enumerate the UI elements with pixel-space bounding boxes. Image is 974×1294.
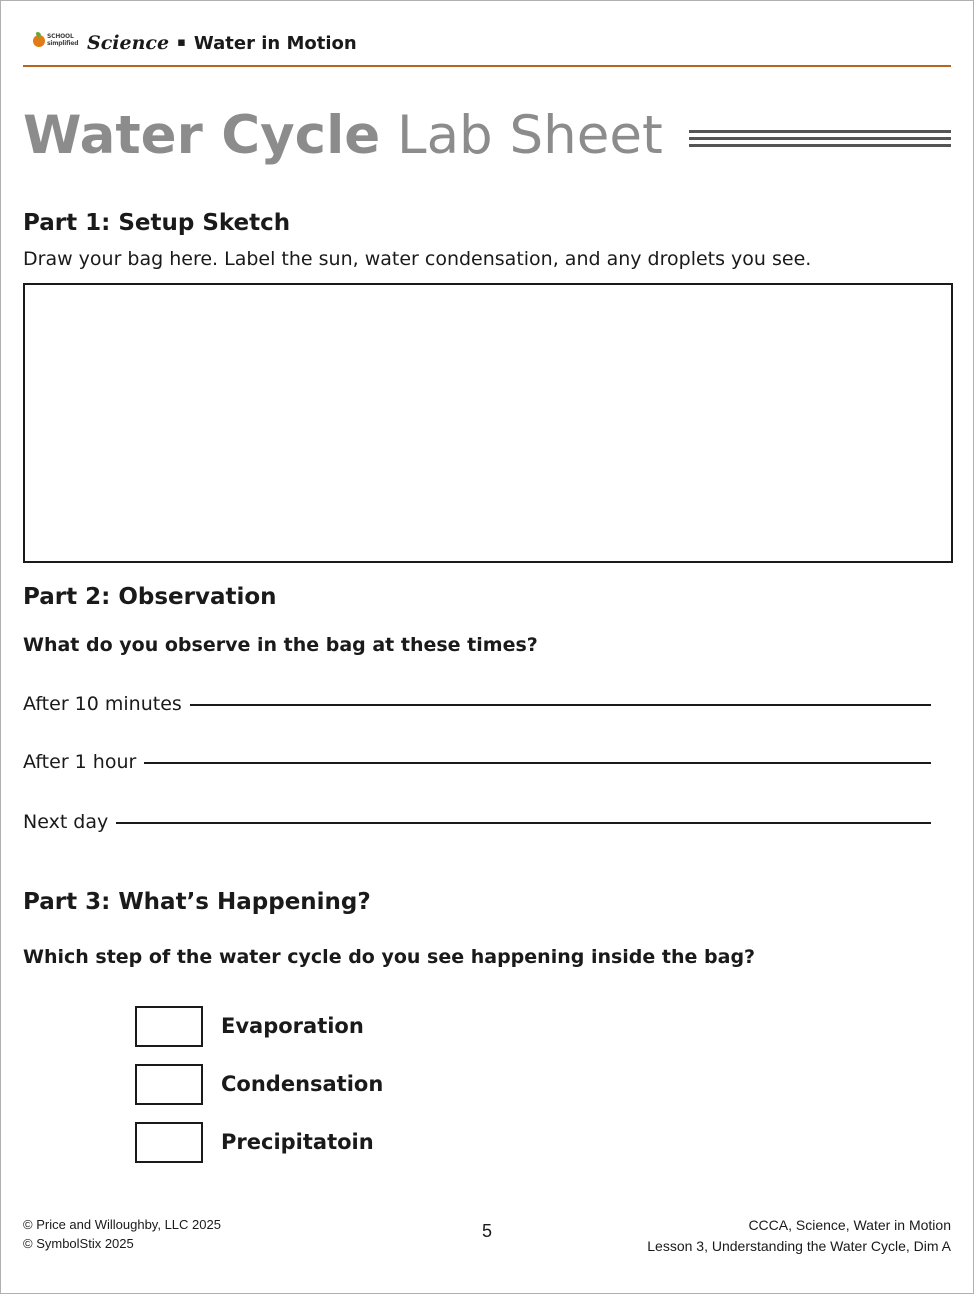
page-number: 5: [481, 1221, 493, 1241]
checkbox-precipitation[interactable]: [135, 1122, 203, 1163]
part1-heading: Part 1: Setup Sketch: [23, 210, 291, 236]
logo-wordmark-line1: SCHOOL: [47, 33, 74, 40]
choice-item[interactable]: [135, 1113, 383, 1171]
title-decorative-lines: [689, 130, 951, 147]
observation-label: After 10 minutes: [23, 693, 182, 715]
footer-course-line1: CCCA, Science, Water in Motion: [748, 1217, 951, 1233]
header-row: [23, 25, 951, 61]
observation-row: [23, 811, 931, 833]
observation-answer-line[interactable]: [190, 704, 931, 706]
page-footer: [23, 1215, 951, 1263]
title-line-2: [689, 137, 951, 140]
page-header: [23, 25, 951, 69]
title-line-3: [689, 144, 951, 147]
part2-question: What do you observe in the bag at these times?: [23, 634, 538, 656]
observation-answer-line[interactable]: [144, 762, 931, 764]
part3-heading: Part 3: What’s Happening?: [23, 889, 371, 915]
footer-copyright: [23, 1215, 221, 1253]
header-separator-icon: ▪: [177, 34, 186, 50]
checkbox-condensation[interactable]: [135, 1064, 203, 1105]
choice-item[interactable]: [135, 997, 383, 1055]
logo-wordmark-line2: simplified: [47, 40, 79, 47]
checkbox-evaporation[interactable]: [135, 1006, 203, 1047]
part1-instruction: Draw your bag here. Label the sun, water condensation, and any droplets you see.: [23, 248, 812, 270]
observation-label: Next day: [23, 811, 109, 833]
part3-question: Which step of the water cycle do you see happening inside the bag?: [23, 946, 756, 968]
page-title-bold: Water Cycle: [23, 105, 381, 166]
observation-row: [23, 693, 931, 715]
choice-list: [135, 997, 383, 1171]
footer-copyright-line1: © Price and Willoughby, LLC 2025: [23, 1217, 221, 1232]
observation-label: After 1 hour: [23, 751, 137, 773]
school-simplified-logo-icon: [33, 32, 79, 54]
choice-label: Condensation: [221, 1072, 384, 1096]
header-divider: [23, 65, 951, 67]
title-line-1: [689, 130, 951, 133]
choice-label: Precipitatoin: [221, 1130, 374, 1154]
footer-copyright-line2: © SymbolStix 2025: [23, 1236, 134, 1251]
sketch-drawing-area[interactable]: [23, 283, 953, 563]
choice-label: Evaporation: [221, 1014, 364, 1038]
page-title-block: [23, 101, 951, 171]
choice-item[interactable]: [135, 1055, 383, 1113]
logo-mark-icon: [33, 35, 45, 47]
logo-wordmark: [47, 33, 78, 47]
header-unit-title: Water in Motion: [193, 32, 357, 54]
header-subject: Science: [87, 32, 170, 54]
footer-course-info: [647, 1215, 951, 1257]
page-title-light: Lab Sheet: [380, 105, 663, 166]
observation-row: [23, 751, 931, 773]
part2-heading: Part 2: Observation: [23, 584, 277, 610]
page-title: [23, 105, 663, 167]
footer-course-line2: Lesson 3, Understanding the Water Cycle, Dim A: [647, 1238, 951, 1254]
observation-answer-line[interactable]: [116, 822, 931, 824]
